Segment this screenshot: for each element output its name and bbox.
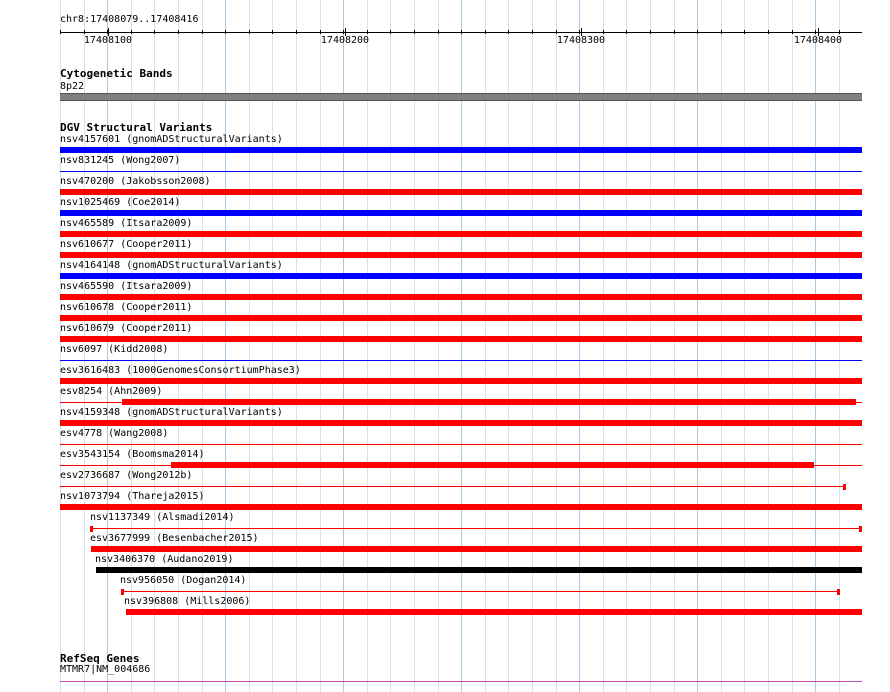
dgv-feature-label[interactable]: esv3616483 (1000GenomesConsortiumPhase3) — [60, 365, 301, 376]
ruler-tick — [839, 30, 840, 34]
ruler-tick — [697, 30, 698, 34]
ruler-tick — [202, 30, 203, 34]
dgv-feature-label[interactable]: nsv610678 (Cooper2011) — [60, 302, 193, 313]
dgv-feature-bar[interactable] — [60, 420, 862, 426]
ruler-tick — [508, 30, 509, 34]
ruler-tick — [438, 30, 439, 34]
dgv-feature-label[interactable]: nsv6097 (Kidd2008) — [60, 344, 169, 355]
dgv-feature-endcap — [843, 484, 846, 490]
dgv-feature-line[interactable] — [60, 486, 845, 487]
dgv-feature-bar[interactable] — [60, 189, 862, 195]
grid-line — [721, 0, 722, 692]
dgv-feature-bar[interactable] — [60, 315, 862, 321]
dgv-feature-label[interactable]: nsv1137349 (Alsmadi2014) — [90, 512, 235, 523]
ruler-tick — [249, 30, 250, 34]
ruler-tick — [721, 30, 722, 34]
dgv-feature-label[interactable]: esv3543154 (Boomsma2014) — [60, 449, 205, 460]
ruler-tick — [131, 30, 132, 34]
dgv-feature-bar[interactable] — [60, 210, 862, 216]
ruler-tick — [84, 30, 85, 34]
location-label: chr8:17408079..17408416 — [60, 14, 199, 25]
dgv-feature-line[interactable] — [60, 171, 862, 172]
dgv-feature-label[interactable]: nsv1073794 (Thareja2015) — [60, 491, 205, 502]
grid-line — [320, 0, 321, 692]
dgv-feature-bar[interactable] — [122, 399, 856, 405]
ruler-tick-label: 17408400 — [793, 35, 843, 46]
ruler-tick — [744, 30, 745, 34]
dgv-feature-label[interactable]: nsv3406370 (Audano2019) — [95, 554, 234, 565]
ruler-tick — [650, 30, 651, 34]
grid-line — [225, 0, 226, 692]
grid-line — [768, 0, 769, 692]
dgv-feature-label[interactable]: nsv4159348 (gnomADStructuralVariants) — [60, 407, 283, 418]
refseq-track-title[interactable]: RefSeq Genes — [60, 652, 140, 665]
dgv-feature-bar[interactable] — [60, 504, 862, 510]
dgv-feature-endcap — [837, 589, 840, 595]
grid-line — [744, 0, 745, 692]
dgv-feature-line[interactable] — [122, 591, 840, 592]
dgv-feature-label[interactable]: nsv1025469 (Coe2014) — [60, 197, 181, 208]
ruler-tick — [485, 30, 486, 34]
dgv-feature-line[interactable] — [60, 444, 862, 445]
dgv-feature-label[interactable]: nsv4157601 (gnomADStructuralVariants) — [60, 134, 283, 145]
dgv-feature-label[interactable]: nsv470200 (Jakobsson2008) — [60, 176, 211, 187]
grid-line — [343, 0, 344, 692]
ruler-tick — [768, 30, 769, 34]
dgv-feature-endcap — [859, 526, 862, 532]
grid-line — [485, 0, 486, 692]
dgv-feature-bar[interactable] — [171, 462, 814, 468]
grid-line — [579, 0, 580, 692]
refseq-gene-line[interactable] — [60, 681, 862, 682]
dgv-feature-label[interactable]: esv3677999 (Besenbacher2015) — [90, 533, 259, 544]
grid-line — [249, 0, 250, 692]
dgv-feature-label[interactable]: nsv465589 (Itsara2009) — [60, 218, 193, 229]
ruler-tick — [579, 30, 580, 34]
grid-line — [367, 0, 368, 692]
grid-line — [556, 0, 557, 692]
grid-line — [626, 0, 627, 692]
ruler-tick — [792, 30, 793, 34]
dgv-feature-label[interactable]: nsv396808 (Mills2006) — [124, 596, 251, 607]
grid-line — [603, 0, 604, 692]
grid-line — [792, 0, 793, 692]
ruler-tick-label: 17408100 — [83, 35, 133, 46]
dgv-feature-bar[interactable] — [60, 147, 862, 153]
ruler-tick — [626, 30, 627, 34]
dgv-feature-bar[interactable] — [126, 609, 862, 615]
dgv-feature-bar[interactable] — [60, 378, 862, 384]
ruler-tick — [320, 30, 321, 34]
dgv-feature-label[interactable]: esv4778 (Wang2008) — [60, 428, 169, 439]
ruler-tick-label: 17408300 — [556, 35, 606, 46]
grid-line — [532, 0, 533, 692]
ruler-tick — [390, 30, 391, 34]
dgv-feature-bar[interactable] — [60, 273, 862, 279]
grid-line — [390, 0, 391, 692]
grid-line — [508, 0, 509, 692]
grid-line — [272, 0, 273, 692]
dgv-track-title[interactable]: DGV Structural Variants — [60, 121, 213, 134]
dgv-feature-label[interactable]: nsv956050 (Dogan2014) — [120, 575, 247, 586]
cytoband-bar[interactable] — [60, 93, 862, 101]
ruler-tick — [674, 30, 675, 34]
dgv-feature-bar[interactable] — [96, 567, 862, 573]
dgv-feature-label[interactable]: nsv610679 (Cooper2011) — [60, 323, 193, 334]
ruler-tick — [296, 30, 297, 34]
dgv-feature-bar[interactable] — [91, 546, 862, 552]
dgv-feature-bar[interactable] — [60, 252, 862, 258]
dgv-feature-label[interactable]: nsv610677 (Cooper2011) — [60, 239, 193, 250]
ruler-tick — [225, 30, 226, 34]
ruler-tick — [414, 30, 415, 34]
ruler-tick — [603, 30, 604, 34]
grid-line — [461, 0, 462, 692]
ruler-tick — [367, 30, 368, 34]
grid-line — [178, 0, 179, 692]
cytoband-label: 8p22 — [60, 81, 85, 92]
ruler-tick-label: 17408200 — [320, 35, 370, 46]
grid-line — [674, 0, 675, 692]
ruler-tick — [343, 30, 344, 34]
grid-line — [414, 0, 415, 692]
grid-line — [650, 0, 651, 692]
cytoband-track-title[interactable]: Cytogenetic Bands — [60, 67, 173, 80]
grid-line — [815, 0, 816, 692]
ruler-tick — [556, 30, 557, 34]
dgv-feature-line[interactable] — [91, 528, 862, 529]
ruler-tick — [60, 30, 61, 34]
ruler-tick — [461, 30, 462, 34]
ruler-tick — [532, 30, 533, 34]
ruler-tick — [272, 30, 273, 34]
dgv-feature-label[interactable]: nsv831245 (Wong2007) — [60, 155, 181, 166]
dgv-feature-bar[interactable] — [60, 231, 862, 237]
dgv-feature-label[interactable]: esv8254 (Ahn2009) — [60, 386, 163, 397]
ruler-tick — [154, 30, 155, 34]
ruler-tick — [815, 30, 816, 34]
dgv-feature-label[interactable]: nsv4164148 (gnomADStructuralVariants) — [60, 260, 283, 271]
dgv-feature-line[interactable] — [60, 360, 862, 361]
grid-line — [697, 0, 698, 692]
dgv-feature-label[interactable]: nsv465590 (Itsara2009) — [60, 281, 193, 292]
dgv-feature-endcap — [121, 589, 124, 595]
dgv-feature-endcap — [90, 526, 93, 532]
ruler-tick — [178, 30, 179, 34]
grid-line — [296, 0, 297, 692]
dgv-feature-bar[interactable] — [60, 336, 862, 342]
grid-line — [202, 0, 203, 692]
dgv-feature-label[interactable]: esv2736687 (Wong2012b) — [60, 470, 193, 481]
refseq-gene-label[interactable]: MTMR7|NM_004686 — [60, 664, 151, 675]
dgv-feature-bar[interactable] — [60, 294, 862, 300]
grid-line — [438, 0, 439, 692]
